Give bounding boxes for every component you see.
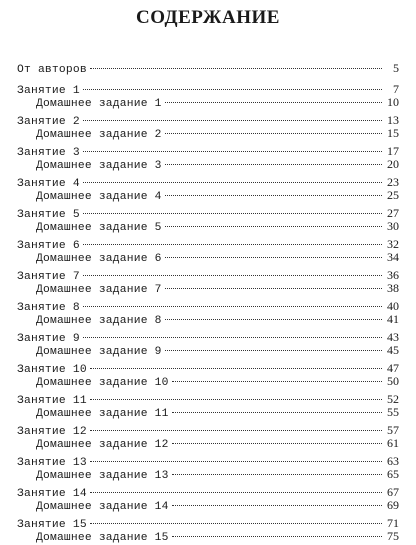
dot-leader [172, 381, 382, 382]
toc-entry-hw [17, 127, 399, 140]
dot-leader [172, 505, 382, 506]
toc-entry-label: Занятие 3 [17, 147, 80, 159]
dot-leader [83, 120, 382, 121]
toc-entry-page-number: 61 [387, 436, 399, 450]
page-title: СОДЕРЖАНИЕ [136, 7, 280, 28]
dot-leader [83, 89, 382, 90]
toc-entry-label: Домашнее задание 6 [36, 253, 162, 265]
toc-entry-hw [17, 96, 399, 109]
toc-entry-page-number: 5 [393, 61, 399, 75]
toc-entry-label: Занятие 15 [17, 519, 87, 531]
dot-leader [165, 164, 382, 165]
toc-entry-hw [17, 313, 399, 326]
toc-entry-page-number: 38 [387, 281, 399, 295]
toc-entry-label: Занятие 5 [17, 209, 80, 221]
toc-entry-page-number: 27 [387, 206, 399, 220]
toc-entry-hw [17, 375, 399, 388]
toc-entry-label: Занятие 2 [17, 116, 80, 128]
dot-leader [83, 213, 382, 214]
toc-entry-lesson [17, 269, 399, 282]
table-of-contents [17, 62, 399, 543]
dot-leader [165, 195, 382, 196]
toc-entry-label: Домашнее задание 1 [36, 98, 162, 110]
toc-entry-label: Занятие 11 [17, 395, 87, 407]
toc-entry-page-number: 67 [387, 485, 399, 499]
dot-leader [90, 68, 382, 69]
dot-leader [90, 461, 382, 462]
toc-entry-label: Занятие 10 [17, 364, 87, 376]
toc-entry-page-number: 15 [387, 126, 399, 140]
toc-entry-page-number: 57 [387, 423, 399, 437]
toc-entry-hw [17, 406, 399, 419]
dot-leader [83, 306, 382, 307]
dot-leader [165, 226, 382, 227]
toc-entry-label: Домашнее задание 12 [36, 439, 169, 451]
dot-leader [90, 523, 382, 524]
toc-entry-page-number: 17 [387, 144, 399, 158]
toc-entry-hw [17, 282, 399, 295]
toc-entry-page-number: 43 [387, 330, 399, 344]
toc-entry-lesson [17, 486, 399, 499]
toc-entry-page-number: 20 [387, 157, 399, 171]
toc-entry-label: Занятие 12 [17, 426, 87, 438]
dot-leader [165, 319, 382, 320]
toc-entry-lesson [17, 176, 399, 189]
toc-entry-lesson [17, 362, 399, 375]
toc-entry-label: Домашнее задание 3 [36, 160, 162, 172]
toc-entry-label: Домашнее задание 4 [36, 191, 162, 203]
toc-entry-label: Домашнее задание 5 [36, 222, 162, 234]
dot-leader [90, 430, 382, 431]
dot-leader [165, 102, 382, 103]
toc-entry-hw [17, 437, 399, 450]
toc-entry-label: Домашнее задание 15 [36, 532, 169, 544]
toc-entry-label: Занятие 1 [17, 85, 80, 97]
toc-entry-hw [17, 251, 399, 264]
toc-entry-page-number: 34 [387, 250, 399, 264]
toc-entry-hw [17, 220, 399, 233]
toc-entry-page-number: 52 [387, 392, 399, 406]
toc-entry-label: Занятие 7 [17, 271, 80, 283]
toc-entry-page-number: 40 [387, 299, 399, 313]
toc-entry-label: Домашнее задание 7 [36, 284, 162, 296]
toc-entry-label: Домашнее задание 13 [36, 470, 169, 482]
toc-entry-page-number: 55 [387, 405, 399, 419]
toc-entry-label: Домашнее задание 2 [36, 129, 162, 141]
dot-leader [83, 337, 382, 338]
toc-entry-lesson [17, 207, 399, 220]
toc-entry-page-number: 71 [387, 516, 399, 530]
toc-entry-page-number: 13 [387, 113, 399, 127]
toc-entry-lesson [17, 83, 399, 96]
dot-leader [83, 151, 382, 152]
toc-entry-lesson [17, 424, 399, 437]
toc-entry-hw [17, 344, 399, 357]
toc-entry-lesson [17, 331, 399, 344]
dot-leader [165, 257, 382, 258]
toc-entry-page-number: 7 [393, 82, 399, 96]
dot-leader [165, 288, 382, 289]
toc-entry-lesson [17, 517, 399, 530]
dot-leader [83, 275, 382, 276]
toc-entry-page-number: 23 [387, 175, 399, 189]
dot-leader [172, 412, 382, 413]
toc-entry-page-number: 10 [387, 95, 399, 109]
toc-entry-label: Домашнее задание 11 [36, 408, 169, 420]
toc-entry-label: Занятие 9 [17, 333, 80, 345]
dot-leader [172, 443, 382, 444]
toc-entry-hw [17, 189, 399, 202]
toc-entry-lesson [17, 300, 399, 313]
toc-entry-page-number: 65 [387, 467, 399, 481]
toc-entry-lesson [17, 455, 399, 468]
dot-leader [172, 536, 382, 537]
toc-entry-lesson [17, 238, 399, 251]
toc-entry-label: Занятие 8 [17, 302, 80, 314]
toc-entry-page-number: 30 [387, 219, 399, 233]
dot-leader [165, 350, 382, 351]
toc-entry-page-number: 25 [387, 188, 399, 202]
dot-leader [90, 368, 382, 369]
toc-entry-page-number: 75 [387, 529, 399, 543]
toc-entry-page-number: 47 [387, 361, 399, 375]
toc-entry-page-number: 41 [387, 312, 399, 326]
toc-entry-lesson [17, 393, 399, 406]
dot-leader [172, 474, 382, 475]
toc-entry-label: Домашнее задание 10 [36, 377, 169, 389]
toc-entry-page-number: 63 [387, 454, 399, 468]
toc-entry-label: Домашнее задание 8 [36, 315, 162, 327]
toc-entry-page-number: 69 [387, 498, 399, 512]
toc-entry-lesson [17, 114, 399, 127]
toc-entry-label: Домашнее задание 14 [36, 501, 169, 513]
toc-entry-label: Занятие 6 [17, 240, 80, 252]
toc-entry-hw [17, 530, 399, 543]
toc-entry-lesson [17, 145, 399, 158]
dot-leader [90, 492, 382, 493]
toc-entry-label: От авторов [17, 64, 87, 76]
toc-entry-label: Занятие 13 [17, 457, 87, 469]
toc-entry-page-number: 45 [387, 343, 399, 357]
dot-leader [90, 399, 382, 400]
toc-entry-page-number: 32 [387, 237, 399, 251]
toc-entry-hw [17, 499, 399, 512]
toc-entry-page-number: 50 [387, 374, 399, 388]
toc-entry-hw [17, 158, 399, 171]
toc-entry-hw [17, 468, 399, 481]
toc-entry-page-number: 36 [387, 268, 399, 282]
dot-leader [165, 133, 382, 134]
toc-entry-label: Занятие 4 [17, 178, 80, 190]
dot-leader [83, 182, 382, 183]
dot-leader [83, 244, 382, 245]
toc-entry-label: Домашнее задание 9 [36, 346, 162, 358]
toc-entry-label: Занятие 14 [17, 488, 87, 500]
toc-entry-top [17, 62, 399, 75]
